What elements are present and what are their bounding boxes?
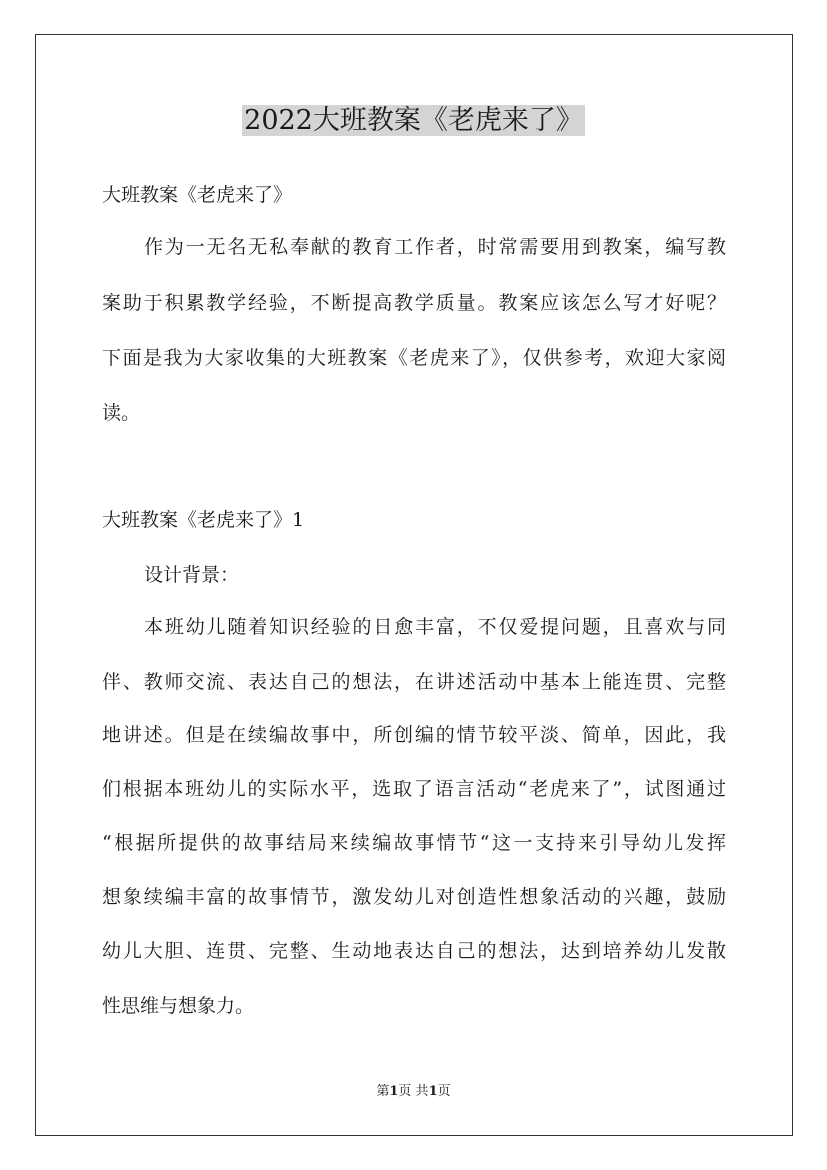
paragraph-line-5: “根据所提供的故事结局来续编故事情节“这一支持来引导幼儿发挥 [102, 832, 726, 854]
intro-line-3: 下面是我为大家收集的大班教案《老虎来了》，仅供参考，欢迎大家阅 [102, 347, 726, 369]
intro-line-1: 作为一无名无私奉献的教育工作者，时常需要用到教案，编写教 [144, 236, 726, 258]
paragraph-line-1: 本班幼儿随着知识经验的日愈丰富，不仅爱提问题，且喜欢与同 [144, 616, 726, 638]
paragraph-line-6: 想象续编丰富的故事情节，激发幼儿对创造性想象活动的兴趣，鼓励 [102, 886, 726, 908]
document-title [0, 101, 827, 141]
footer-mid: 页 共 [398, 1084, 429, 1099]
paragraph-line-2: 伴、教师交流、表达自己的想法，在讲述活动中基本上能连贯、完整 [102, 671, 726, 693]
page-footer [0, 1083, 827, 1101]
section-label: 设计背景： [144, 564, 240, 586]
intro-line-4: 读。 [102, 402, 141, 424]
footer-total-pages: 1 [428, 1084, 438, 1099]
footer-suffix: 页 [437, 1084, 451, 1099]
section-heading: 大班教案《老虎来了》1 [102, 509, 305, 531]
document-title-text: 2022大班教案《老虎来了》 [244, 105, 583, 136]
paragraph-line-8: 性思维与想象力。 [102, 995, 255, 1017]
intro-line-2: 案助于积累教学经验，不断提高教学质量。教案应该怎么写才好呢？ [102, 292, 726, 314]
footer-page-number: 1 [389, 1084, 399, 1099]
paragraph-line-7: 幼儿大胆、连贯、完整、生动地表达自己的想法，达到培养幼儿发散 [102, 940, 726, 962]
paragraph-line-3: 地讲述。但是在续编故事中，所创编的情节较平淡、简单，因此，我 [102, 724, 726, 746]
document-subtitle: 大班教案《老虎来了》 [102, 184, 293, 206]
footer-prefix: 第 [376, 1084, 390, 1099]
paragraph-line-4: 们根据本班幼儿的实际水平，选取了语言活动“老虎来了”，试图通过 [102, 778, 726, 800]
